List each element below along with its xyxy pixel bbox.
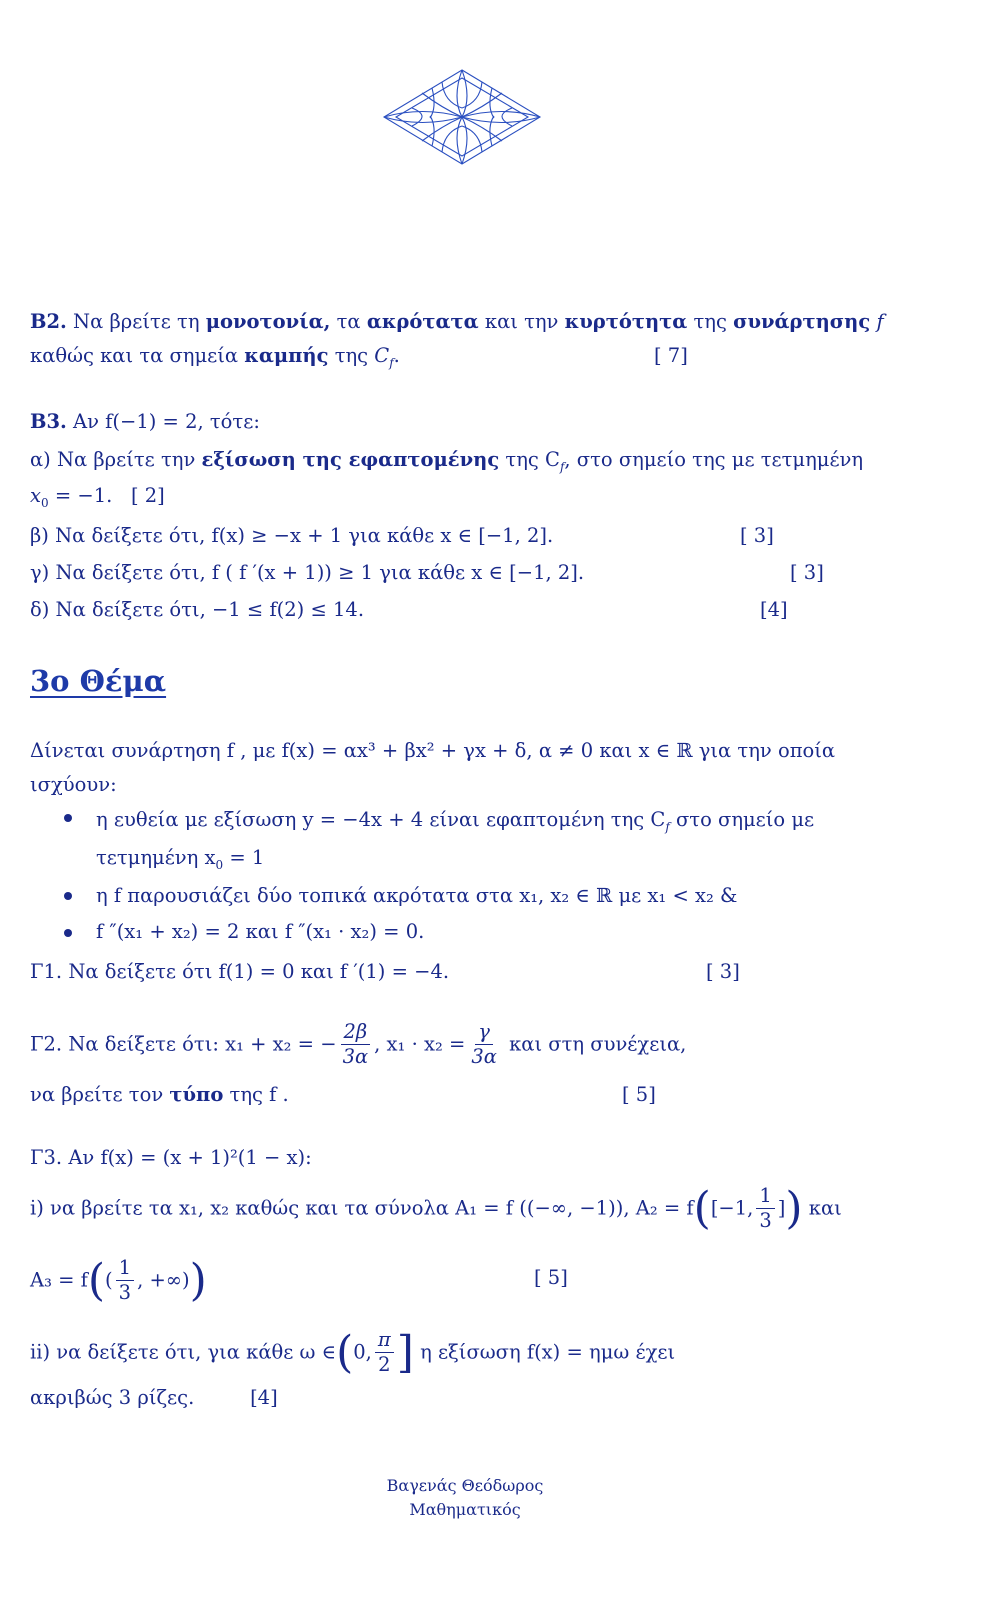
b3-a-text: της C <box>505 448 560 471</box>
g1-points: [ 3] <box>706 960 740 983</box>
bullet-1-text: η ευθεία με εξίσωση y = −4x + 4 είναι εφαπτομένη της C <box>96 808 666 831</box>
b3-intro: Αν f(−1) = 2, τότε: <box>73 410 260 433</box>
theme3-bullet-1 <box>96 808 815 834</box>
g3-paren-left: ( <box>693 1182 711 1234</box>
theme3-para-1: Δίνεται συνάρτηση f , με f(x) = αx³ + βx² + γx + δ, α ≠ 0 και x ∈ ℝ για την οποία <box>30 739 836 762</box>
b3-label: Β3. <box>30 410 67 433</box>
g2-bold-typos: τύπο <box>169 1083 224 1106</box>
g3-a3-text: , +∞) <box>137 1268 190 1292</box>
g3-frac-den: 2 <box>378 1353 391 1377</box>
g2-text: , x₁ · x₂ = <box>374 1032 466 1056</box>
b2-cf-sub: f <box>389 356 394 370</box>
b3-a-points: [ 2] <box>130 484 165 507</box>
b3-line-a <box>30 448 864 474</box>
g2-text: της f . <box>229 1083 289 1106</box>
g2-frac-1 <box>340 1022 372 1068</box>
b2-bold-monotonia: μονοτονία, <box>205 310 331 333</box>
g3-paren-left: ( <box>336 1326 354 1378</box>
g2-frac-den: 3α <box>471 1045 497 1069</box>
g3-intro: Γ3. Αν f(x) = (x + 1)²(1 − x): <box>30 1146 312 1169</box>
g3-ii-frac <box>375 1330 394 1376</box>
g2-points: [ 5] <box>622 1083 656 1106</box>
b2-text: της <box>334 344 369 367</box>
theme3-bullet-2: η f παρουσιάζει δύο τοπικά ακρότατα στα x₁, x₂ ∈ ℝ με x₁ < x₂ & <box>96 884 738 907</box>
g2-line-2 <box>30 1085 289 1105</box>
footer-name: Βαγενάς Θεόδωρος <box>386 1476 544 1495</box>
bullet-1-text: = 1 <box>223 846 265 869</box>
b3-x0-val: = −1. <box>48 484 113 507</box>
g3-frac-den: 3 <box>118 1281 132 1305</box>
g3-i-points: [ 5] <box>534 1266 568 1289</box>
g3-i-text: ] <box>777 1196 786 1220</box>
g3-paren-right: ) <box>785 1182 803 1234</box>
g3-a3-text: A₃ = f <box>30 1268 88 1292</box>
b3-c-points: [ 3] <box>790 561 824 584</box>
g2-text: να βρείτε τον <box>30 1083 164 1106</box>
g2-frac-num: γ <box>475 1022 493 1045</box>
g3-i-line <box>30 1182 842 1234</box>
g3-i-text: i) να βρείτε τα x₁, x₂ καθώς και τα σύνολα A₁ = f ((−∞, −1)), A₂ = f <box>30 1196 694 1220</box>
g2-frac-den: 3α <box>342 1045 369 1069</box>
g3-ii-line-2 <box>30 1388 278 1408</box>
b2-bold-kyrtotita: κυρτότητα <box>564 310 688 333</box>
b3-x0-sub: 0 <box>41 496 49 510</box>
b3-line-intro <box>30 412 260 432</box>
g3-ii-text: ακριβώς 3 ρίζες. <box>30 1386 195 1409</box>
g3-paren-right: ) <box>189 1254 207 1306</box>
g3-a3-text: ( <box>105 1268 113 1292</box>
b3-line-c: γ) Να δείξετε ότι, f ( f ′(x + 1)) ≥ 1 για κάθε x ∈ [−1, 2]. <box>30 561 585 584</box>
g3-ii-text: η εξίσωση f(x) = ημω έχει <box>420 1340 676 1364</box>
g3-ii-text: 0, <box>353 1340 372 1364</box>
b3-a-text: , στο σημείο της με τετμημένη <box>564 448 864 471</box>
g3-paren-left: ( <box>87 1254 106 1306</box>
b2-text: . <box>393 344 400 367</box>
b3-a-bold: εξίσωση της εφαπτομένης <box>201 448 500 471</box>
b3-line-a2 <box>30 484 165 510</box>
theme3-bullet-3: f ″(x₁ + x₂) = 2 και f ″(x₁ · x₂) = 0. <box>96 920 425 943</box>
g3-i-frac <box>756 1186 774 1232</box>
b2-points: [ 7] <box>654 344 688 367</box>
b2-text: και την <box>484 310 559 333</box>
bullet-icon <box>64 929 72 937</box>
g3-frac-den: 3 <box>759 1209 772 1233</box>
b3-a-sub: f <box>559 460 565 474</box>
g3-bracket-right: ] <box>396 1326 414 1378</box>
g3-i-text: [−1, <box>710 1196 754 1220</box>
theme3-para-2: ισχύουν: <box>30 773 117 796</box>
b2-text: καθώς και τα σημεία <box>30 344 239 367</box>
bullet-1-sub: f <box>665 820 670 834</box>
bullet-icon <box>64 892 72 900</box>
g3-frac-num: 1 <box>756 1186 774 1209</box>
b2-text: της <box>693 310 727 333</box>
b2-line-2 <box>30 344 400 370</box>
bullet-icon <box>64 814 72 822</box>
g3-ii-points: [4] <box>250 1386 278 1409</box>
b2-line-1 <box>30 312 884 332</box>
theme3-bullet-1-cont <box>96 846 265 872</box>
diamond-ornament-icon <box>382 68 542 166</box>
b2-f: f <box>876 310 884 333</box>
g3-a3-frac <box>116 1258 134 1304</box>
g3-frac-num: π <box>375 1330 394 1353</box>
b3-b-points: [ 3] <box>740 524 774 547</box>
b3-a-text: α) Να βρείτε την <box>30 448 196 471</box>
g1-line: Γ1. Να δείξετε ότι f(1) = 0 και f ′(1) = −4. <box>30 960 450 983</box>
g2-line-1 <box>30 1022 686 1068</box>
b3-line-d: δ) Να δείξετε ότι, −1 ≤ f(2) ≤ 14. <box>30 598 365 621</box>
b2-cf: C <box>374 344 390 367</box>
g3-i-text: και <box>808 1196 842 1220</box>
b2-bold-synartisis: συνάρτησης <box>733 310 871 333</box>
b2-text: τα <box>336 310 361 333</box>
g3-frac-num: 1 <box>116 1258 134 1281</box>
g2-frac-2 <box>468 1022 500 1068</box>
g3-ii-line <box>30 1326 676 1378</box>
g2-frac-num: 2β <box>341 1022 371 1045</box>
g2-text: και στη συνέχεια, <box>509 1032 687 1056</box>
bullet-1-sub: 0 <box>215 858 224 872</box>
b2-text: Να βρείτε τη <box>73 310 200 333</box>
g3-a3-line <box>30 1254 207 1306</box>
b2-bold-akrotata: ακρότατα <box>366 310 479 333</box>
g3-ii-text: ii) να δείξετε ότι, για κάθε ω ∈ <box>30 1340 337 1364</box>
bullet-1-text: τετμημένη x <box>96 846 216 869</box>
b2-label: Β2. <box>30 310 67 333</box>
b3-x0: x <box>30 484 41 507</box>
bullet-1-text: στο σημείο με <box>669 808 815 831</box>
g2-text: Γ2. Να δείξετε ότι: x₁ + x₂ = − <box>30 1032 337 1056</box>
b3-line-b: β) Να δείξετε ότι, f(x) ≥ −x + 1 για κάθε x ∈ [−1, 2]. <box>30 524 554 547</box>
b2-bold-kampis: καμπής <box>244 344 329 367</box>
footer-role: Μαθηματικός <box>409 1500 521 1519</box>
section-heading: 3ο Θέμα <box>30 664 167 698</box>
b3-d-points: [4] <box>760 598 788 621</box>
